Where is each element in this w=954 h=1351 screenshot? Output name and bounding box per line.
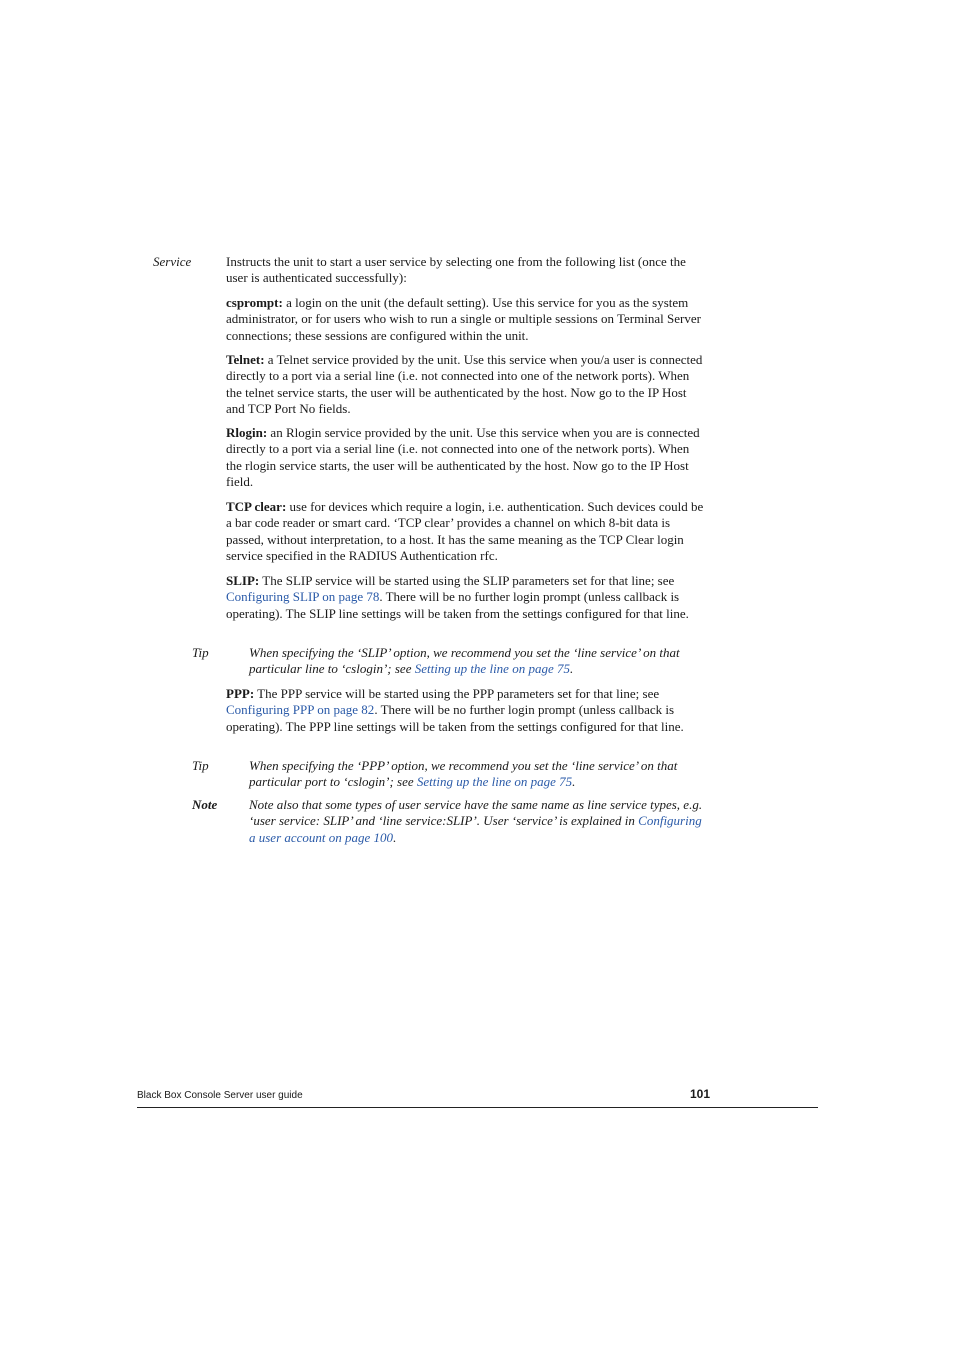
- tcp-clear-label: TCP clear:: [226, 499, 287, 514]
- definition-term: Service: [153, 254, 192, 269]
- telnet-text: a Telnet service provided by the unit. Use this service when you/a user is connected directly to a port via a serial line (i.e. not connected into one of the network ports). When the telnet service starts, the user will be authenticated by the host. Now go to the IP Host and TCP Port No fields.: [226, 352, 703, 417]
- note-label: Note: [192, 797, 218, 812]
- tip-ppp-end: .: [572, 774, 576, 790]
- rlogin-label: Rlogin:: [226, 425, 268, 440]
- ppp-text-2: . There will be no further login prompt (unless callback is operating). The PPP line settings will be taken from the settings configured for that line.: [226, 702, 684, 734]
- tip-label: Tip: [192, 645, 209, 660]
- telnet-paragraph: [226, 352, 704, 418]
- slip-label: SLIP:: [226, 573, 260, 588]
- tcp-clear-paragraph: [226, 499, 704, 565]
- intro-paragraph: Instructs the unit to start a user service by selecting one from the following list (once the user is authenticated successfully):: [226, 254, 686, 286]
- csprompt-label: csprompt:: [226, 295, 283, 310]
- slip-link[interactable]: Configuring SLIP on page 78: [226, 589, 380, 605]
- tip-label: Tip: [192, 758, 209, 773]
- slip-text-1: The SLIP service will be started using the SLIP parameters set for that line; see: [259, 573, 675, 588]
- tip-slip-link[interactable]: Setting up the line on page 75: [414, 661, 570, 677]
- ppp-paragraph: [226, 686, 704, 735]
- csprompt-text: a login on the unit (the default setting). Use this service for you as the system administrator, or for users who wish to run a single or multiple sessions on Terminal Server connections; these sessions are configured within the unit.: [226, 295, 701, 343]
- slip-text-2: . There will be no further login prompt (unless callback is operating). The SLIP line settings will be taken from the settings configured for that line.: [226, 589, 689, 621]
- tip-slip-end: .: [569, 661, 574, 677]
- footer-divider: [137, 1107, 818, 1108]
- csprompt-paragraph: [226, 295, 704, 344]
- slip-paragraph: [226, 573, 704, 622]
- note-body: [249, 797, 705, 846]
- tcp-clear-text: use for devices which require a login, i.e. authentication. Such devices could be a bar code reader or smart card. ‘TCP clear’ provides a channel on which 8-bit data is passed, without interpretation, to a host. It has the same meaning as the TCP Clear login service specified in the RADIUS Authentication rfc.: [226, 499, 704, 564]
- telnet-label: Telnet:: [226, 352, 265, 367]
- ppp-label: PPP:: [226, 686, 255, 701]
- page-number: 101: [690, 1087, 711, 1101]
- footer-title: Black Box Console Server user guide: [137, 1090, 303, 1101]
- ppp-text-1: The PPP service will be started using the PPP parameters set for that line; see: [254, 686, 660, 701]
- note-link[interactable]: Configuring a user account on page 100: [249, 813, 702, 845]
- rlogin-paragraph: [226, 425, 704, 491]
- tip-ppp-text: When specifying the ‘PPP’ option, we recommend you set the ‘line service’ on that particular port to ‘cslogin’; see: [249, 758, 678, 790]
- tip-slip-text: When specifying the ‘SLIP’ option, we recommend you set the ‘line service’ on that particular line to ‘cslogin’; see: [249, 645, 680, 677]
- note-text: Note also that some types of user service have the same name as line service types, e.g. ‘user service: SLIP’ and ‘line service:SLIP’. User ‘service’ is explained in: [249, 797, 703, 829]
- note-end: .: [393, 829, 397, 845]
- rlogin-text: an Rlogin service provided by the unit. Use this service when you are is connected directly to a port via a serial line (i.e. not connected into one of the network ports). When the rlogin service starts, the user will be authenticated by the host. Now go to the IP Host field.: [226, 425, 700, 490]
- tip-ppp-link[interactable]: Setting up the line on page 75: [416, 774, 573, 790]
- tip-ppp-body: [249, 758, 705, 791]
- ppp-link[interactable]: Configuring PPP on page 82: [226, 702, 375, 718]
- tip-slip-body: [249, 645, 705, 678]
